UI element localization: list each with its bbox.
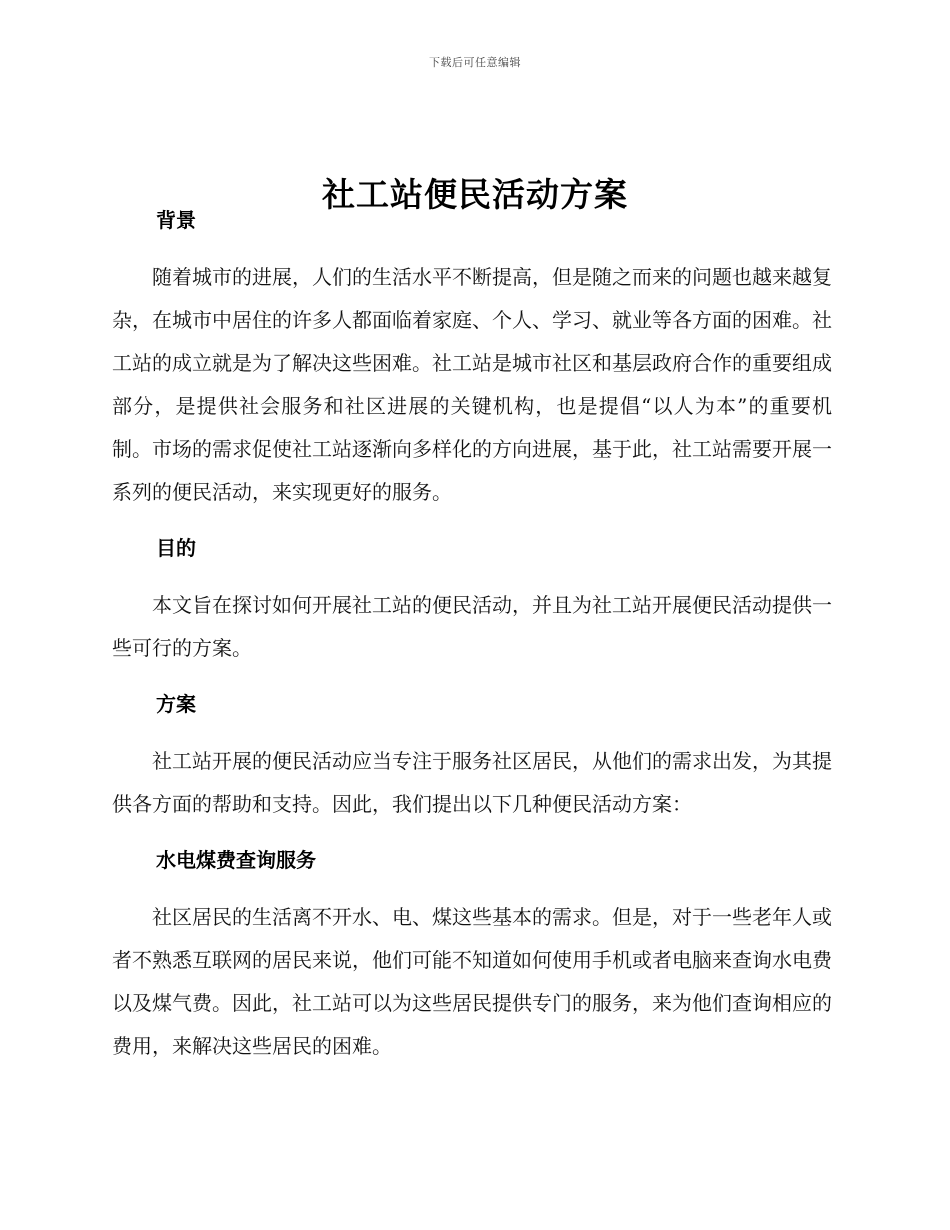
- section-paragraph-plan: 社工站开展的便民活动应当专注于服务社区居民，从他们的需求出发，为其提供各方面的帮助和支持。因此，我们提出以下几种便民活动方案：: [112, 749, 832, 816]
- page-header: 下载后可任意编辑: [429, 56, 521, 69]
- section-heading-utility-query: 水电煤费查询服务: [156, 848, 316, 872]
- section-heading-plan: 方案: [156, 692, 196, 716]
- document-body: [112, 200, 832, 1068]
- section-paragraph-utility-query: 社区居民的生活离不开水、电、煤这些基本的需求。但是，对于一些老年人或者不熟悉互联网的居民来说，他们可能不知道如何使用手机或者电脑来查询水电费以及煤气费。因此，社工站可以为这些居民提供专门的服务，来为他们查询相应的费用，来解决这些居民的困难。: [112, 905, 832, 1058]
- document-title: 社工站便民活动方案: [322, 175, 628, 215]
- section-paragraph-background: 随着城市的进展，人们的生活水平不断提高，但是随之而来的问题也越来越复杂，在城市中居住的许多人都面临着家庭、个人、学习、就业等各方面的困难。社工站的成立就是为了解决这些困难。社工站是城市社区和基层政府合作的重要组成部分，是提供社会服务和社区进展的关键机构，也是提倡“以人为本”的重要机制。市场的需求促使社工站逐渐向多样化的方向进展，基于此，社工站需要开展一系列的便民活动，来实现更好的服务。: [112, 265, 832, 504]
- section-paragraph-purpose: 本文旨在探讨如何开展社工站的便民活动，并且为社工站开展便民活动提供一些可行的方案。: [112, 593, 832, 660]
- section-heading-purpose: 目的: [156, 536, 196, 560]
- section-heading-background: 背景: [156, 208, 196, 232]
